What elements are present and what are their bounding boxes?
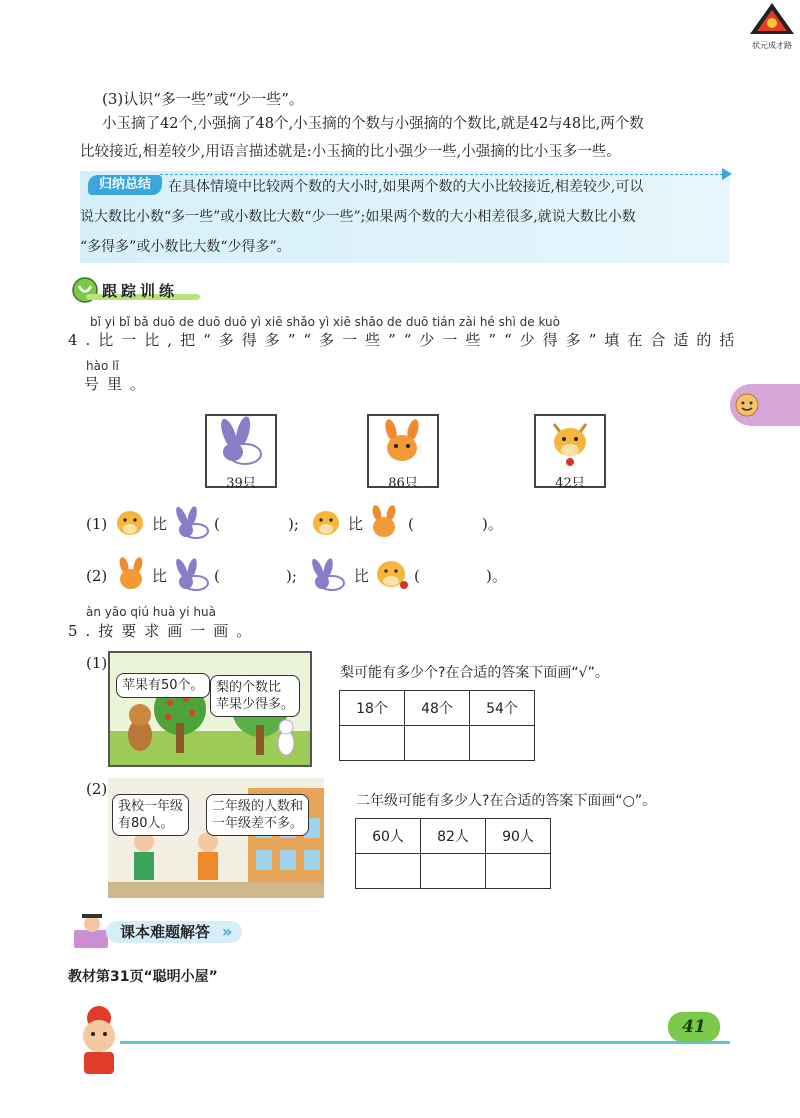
q4-row1-close2: )。 (482, 515, 503, 533)
bubble-pears-line1: 梨的个数比 (216, 680, 282, 695)
donkey-icon (207, 416, 275, 468)
answer-cell[interactable] (356, 854, 421, 889)
orchard-illustration (108, 651, 312, 767)
option-cell: 18个 (340, 691, 405, 726)
q4-pinyin-line1: bǐ yi bǐ bǎ duō de duō duō yì xiē shǎo yì xiē shǎo de duō tián zài hé shì de kuò (90, 315, 560, 329)
option-cell: 90人 (486, 819, 551, 854)
practice-title: 跟踪训练 (102, 282, 179, 300)
kangaroo-small-icon (365, 503, 403, 541)
q4-row1-label: (1) (86, 515, 108, 533)
page-number: 41 (668, 1012, 720, 1042)
donkey-small-icon (304, 557, 348, 593)
q4-row2-close2: )。 (486, 567, 507, 585)
q5-sub2-question: 二年级可能有多少人?在合适的答案下面画“○”。 (356, 793, 657, 809)
textbook-subtitle: 教材第31页“聪明小屋” (68, 969, 218, 985)
q4-row2-open1: ( (214, 567, 220, 585)
donkey-count: 39只 (226, 476, 256, 491)
q4-line1: 4.比一比,把“多得多”“多一些”“少一些”“少得多”填在合适的括 (68, 331, 743, 349)
option-cell: 82人 (421, 819, 486, 854)
q4-row1-open1: ( (214, 515, 220, 533)
cow-count: 42只 (555, 476, 585, 491)
q4-row2-answer2[interactable] (426, 564, 484, 586)
kangaroo-small-icon (112, 555, 150, 593)
q5-sub1-table (339, 690, 535, 761)
animal-card-cow (534, 414, 606, 491)
answer-cell[interactable] (405, 726, 470, 761)
logo-text: 状元成才路 (752, 41, 792, 50)
q4-pinyin-line2: hào lǐ (86, 359, 119, 373)
donkey-small-icon (168, 505, 212, 541)
option-cell: 54个 (470, 691, 535, 726)
q4-row1-compare2: 比 (348, 515, 364, 533)
section3-paragraph-line1: 小玉摘了42个,小强摘了48个,小玉摘的个数与小强摘的个数比,就是42与48比,两个数 (102, 116, 644, 132)
q4-row1-close1: ); (288, 515, 299, 533)
summary-line3: “多得多”或小数比大数“少得多”。 (80, 239, 291, 255)
section3-heading: (3)认识“多一些”或“少一些”。 (102, 90, 304, 108)
textbook-banner (70, 912, 250, 950)
summary-line1: 在具体情境中比较两个数的大小时,如果两个数的大小比较接近,相差较少,可以 (168, 179, 644, 195)
q4-row2-open2: ( (414, 567, 420, 585)
q4-row1-answer1[interactable] (226, 512, 286, 534)
q4-row2-compare2: 比 (354, 567, 370, 585)
answer-cell[interactable] (340, 726, 405, 761)
bubble-pears (210, 675, 300, 717)
textbook-banner-title: 课本难题解答 (120, 923, 211, 941)
cow-small-icon (110, 505, 150, 541)
animal-card-kangaroo (367, 414, 439, 491)
q4-row2-compare1: 比 (152, 567, 168, 585)
q5-sub1-label: (1) (86, 654, 108, 672)
bubble-grade1-line1: 我校一年级 (118, 799, 184, 814)
q4-row2-label: (2) (86, 567, 108, 585)
q5-sub2-table (355, 818, 551, 889)
animal-card-donkey (205, 414, 277, 491)
q4-row1-open2: ( (408, 515, 414, 533)
cow-small-icon (306, 505, 346, 541)
answer-cell[interactable] (486, 854, 551, 889)
kangaroo-icon (369, 416, 437, 468)
bubble-grade1 (112, 794, 189, 836)
school-illustration (108, 778, 324, 898)
smiley-icon (734, 392, 760, 418)
donkey-small-icon (168, 557, 212, 593)
mascot-icon (66, 1004, 132, 1076)
kangaroo-count: 86只 (388, 476, 418, 491)
q4-row2-close1: ); (286, 567, 297, 585)
side-tab (730, 384, 800, 426)
publisher-logo (748, 2, 796, 48)
q4-line2: 号里。 (84, 375, 154, 393)
bubble-pears-line2: 苹果少得多。 (216, 697, 295, 712)
footer-line (120, 1041, 730, 1044)
bubble-grade2 (206, 794, 309, 836)
q5-sub1-question: 梨可能有多少个?在合适的答案下面画“√”。 (340, 665, 609, 681)
answer-cell[interactable] (421, 854, 486, 889)
q4-row1-compare1: 比 (152, 515, 168, 533)
bubble-grade2-line1: 二年级的人数和 (212, 799, 304, 814)
summary-tag: 归纳总结 (88, 175, 162, 195)
answer-cell[interactable] (470, 726, 535, 761)
logo-emblem-icon (748, 2, 796, 36)
practice-header (72, 277, 200, 303)
chevron-right-icon: » (222, 922, 233, 941)
bubble-apples: 苹果有50个。 (116, 673, 210, 698)
bubble-grade2-line2: 一年级差不多。 (212, 816, 304, 831)
cow-icon (536, 416, 604, 468)
option-cell: 60人 (356, 819, 421, 854)
option-cell: 48个 (405, 691, 470, 726)
cow-small-icon (370, 555, 412, 593)
q5-pinyin: àn yāo qiú huà yi huà (86, 605, 216, 619)
bubble-grade1-line2: 有80人。 (118, 816, 174, 831)
q4-row2-answer1[interactable] (226, 564, 284, 586)
q5-sub2-label: (2) (86, 780, 108, 798)
section3-paragraph-line2: 比较接近,相差较少,用语言描述就是:小玉摘的比小强少一些,小强摘的比小玉多一些。 (80, 144, 621, 160)
q5-title: 5.按要求画一画。 (68, 622, 260, 640)
q4-row1-answer2[interactable] (420, 512, 480, 534)
summary-line2: 说大数比小数“多一些”或小数比大数“少一些”;如果两个数的大小相差很多,就说大数比小数 (80, 209, 636, 225)
